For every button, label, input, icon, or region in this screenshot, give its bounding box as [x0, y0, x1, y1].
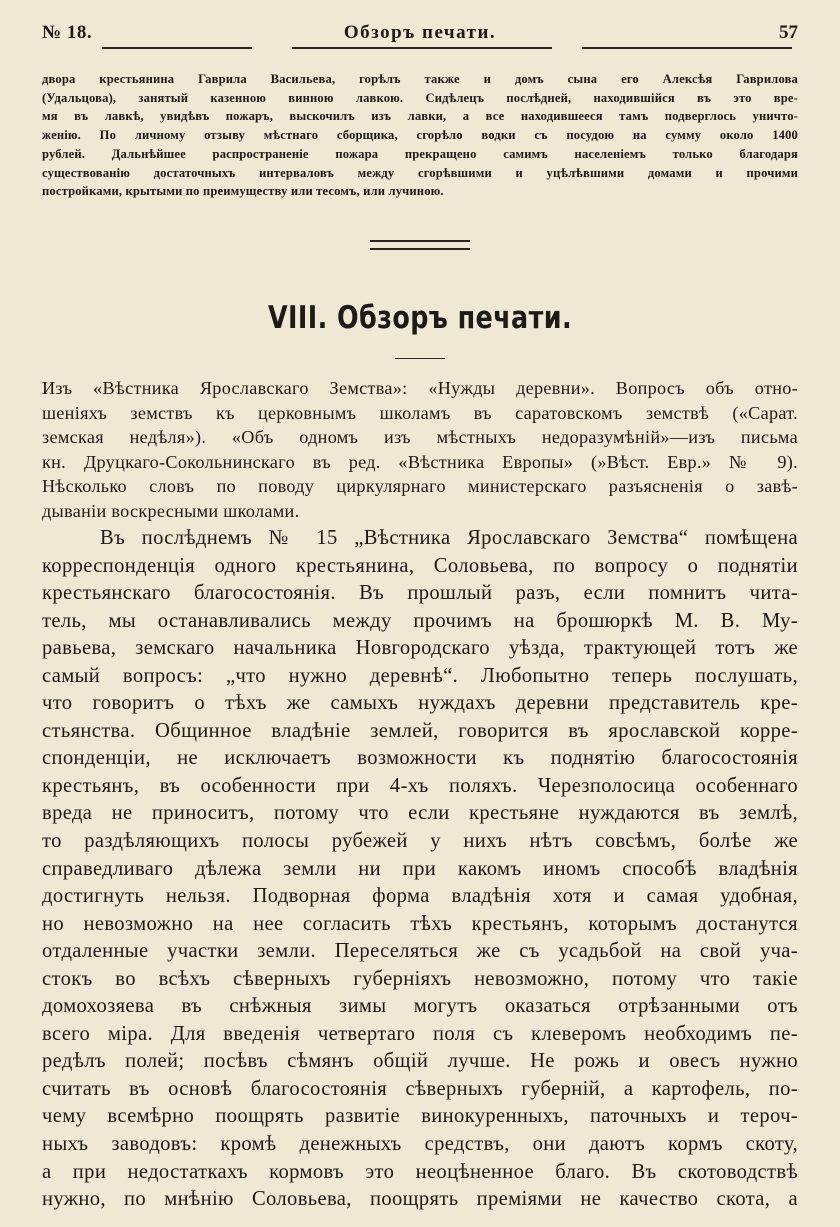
- summary-line: Изъ «Вѣстника Ярославскаго Земства»: «Нужды деревни». Вопросъ объ отно-: [42, 378, 798, 398]
- text-line: рублей. Дальнѣйшее распространеніе пожара прекращено самимъ населеніемъ только благодаря: [42, 146, 798, 161]
- body-line: редѣлъ полей; посѣвъ сѣмянъ общій лучше. Не рожь и овесъ нужно: [42, 1050, 798, 1073]
- body-line: нужно, по мнѣнію Соловьева, поощрять преміями не качество скота, а: [42, 1188, 798, 1211]
- text-line: существованію достаточныхъ интерваловъ между сгорѣвшими и уцѣлѣвшими домами и прочими: [42, 165, 798, 180]
- body-line: всего міра. Для введенія четвертаго поля съ клеверомъ необходимъ пе-: [42, 1022, 798, 1045]
- body-line: Въ послѣднемъ № 15 „Вѣстника Ярославскаго Земства“ помѣщена: [100, 527, 798, 549]
- body-line: спонденціи, не исключаетъ возможности къ поднятію благосостоянія: [42, 747, 798, 770]
- body-line: но невозможно на нее согласить тѣхъ крестьянъ, которымъ достанутся: [42, 912, 798, 935]
- summary-line: кн. Друцкаго-Сокольнинскаго въ ред. «Вѣстника Европы» (»Вѣст. Евр.» № 9).: [42, 451, 798, 472]
- body-line: считать въ основѣ благосостоянія сѣверныхъ губерній, а картофель, по-: [42, 1077, 798, 1100]
- body-line: стокъ во всѣхъ сѣверныхъ губерніяхъ невозможно, потому что такіе: [42, 967, 798, 990]
- body-line: домохозяева въ снѣжныя зимы могутъ оказаться отрѣзанными отъ: [42, 995, 798, 1018]
- body-line: отдаленные участки земли. Переселяться же съ усадьбой на свой уча-: [42, 940, 798, 963]
- header-rule: [102, 47, 252, 49]
- body-line: крестьянскаго благосостоянія. Въ прошлый разъ, если помнитъ чита-: [42, 582, 798, 605]
- body-line: самый вопросъ: „что нужно деревнѣ“. Любопытно теперь послушать,: [42, 664, 798, 687]
- body-line: равьева, земскаго начальника Новгородскаго уѣзда, трактующей тотъ же: [42, 637, 798, 660]
- page-number: 57: [779, 22, 798, 43]
- text-line: двора крестьянина Гаврила Васильева, горѣлъ также и домъ сына его Алексѣя Гаврилова: [42, 72, 798, 86]
- text-line: постройками, крытыми по преимуществу или тесомъ, или лучиною.: [42, 184, 444, 199]
- header-rule: [582, 47, 792, 49]
- summary-line: Нѣсколько словъ по поводу циркулярнаго министерскаго разъясненія о завѣ-: [42, 476, 798, 496]
- title-rule: [395, 358, 445, 359]
- text-line: (Удальцова), занятый казенною винною лавкою. Сидѣлецъ послѣдней, находившійся въ это вре-: [42, 90, 798, 105]
- body-line: достигнуть нельзя. Подворная форма владѣнія хотя и самая удобная,: [42, 885, 798, 908]
- section-divider: [370, 240, 470, 250]
- summary-line: земская недѣля»). «Объ одномъ изъ мѣстныхъ недоразумѣній»—изъ письма: [42, 427, 798, 447]
- body-line: а при недостаткахъ кормовъ это неоцѣненное благо. Въ скотоводствѣ: [42, 1160, 798, 1183]
- header-rule: [292, 47, 552, 49]
- body-line: чему всемѣрно поощрять развитіе винокуренныхъ, паточныхъ и тероч-: [42, 1105, 798, 1128]
- running-header: [42, 20, 798, 50]
- section-title: VIII. Обзоръ печати.: [267, 300, 573, 336]
- running-title: Обзоръ печати.: [343, 22, 497, 43]
- body-line: стьянства. Общинное владѣніе землей, говорится въ ярославской корре-: [42, 719, 798, 742]
- section-summary: [42, 376, 798, 523]
- body-line: вреда не приноситъ, потому что если крестьяне нуждаются въ землѣ,: [42, 802, 798, 825]
- text-line: мя въ лавкѣ, увидѣвъ пожаръ, выскочилъ изъ лавки, а все находившееся тамъ подверглось уничто-: [42, 109, 798, 124]
- continuation-paragraph: [42, 70, 798, 201]
- summary-line: шеніяхъ земствъ къ церковнымъ школамъ въ саратовскомъ земствѣ («Сарат.: [42, 402, 798, 423]
- body-line: что говоритъ о тѣхъ же самыхъ нуждахъ деревни представитель кре-: [42, 692, 798, 715]
- body-line: крестьянъ, въ особенности при 4-хъ поляхъ. Черезполосица особеннаго: [42, 774, 798, 797]
- body-line: ныхъ заводовъ: кромѣ денежныхъ средствъ, они даютъ кормъ скоту,: [42, 1133, 798, 1156]
- body-line: справедливаго дѣлежа земли ни при какомъ иномъ способѣ владѣнія: [42, 857, 798, 880]
- issue-number: № 18.: [42, 22, 93, 43]
- body-line: корреспонденція одного крестьянина, Соловьева, по вопросу о поднятіи: [42, 554, 798, 577]
- summary-line: дываніи воскресными школами.: [42, 500, 300, 521]
- text-line: женію. По личному отзыву мѣстнаго сборщика, сгорѣло водки съ посудою на сумму около 1400: [42, 128, 798, 143]
- body-line: то раздѣляющихъ полосы рубежей у нихъ нѣтъ совсѣмъ, болѣе же: [42, 830, 798, 853]
- body-line: тель, мы останавливались между прочимъ на брошюркѣ М. В. Му-: [42, 609, 798, 632]
- body-text: [42, 525, 798, 1214]
